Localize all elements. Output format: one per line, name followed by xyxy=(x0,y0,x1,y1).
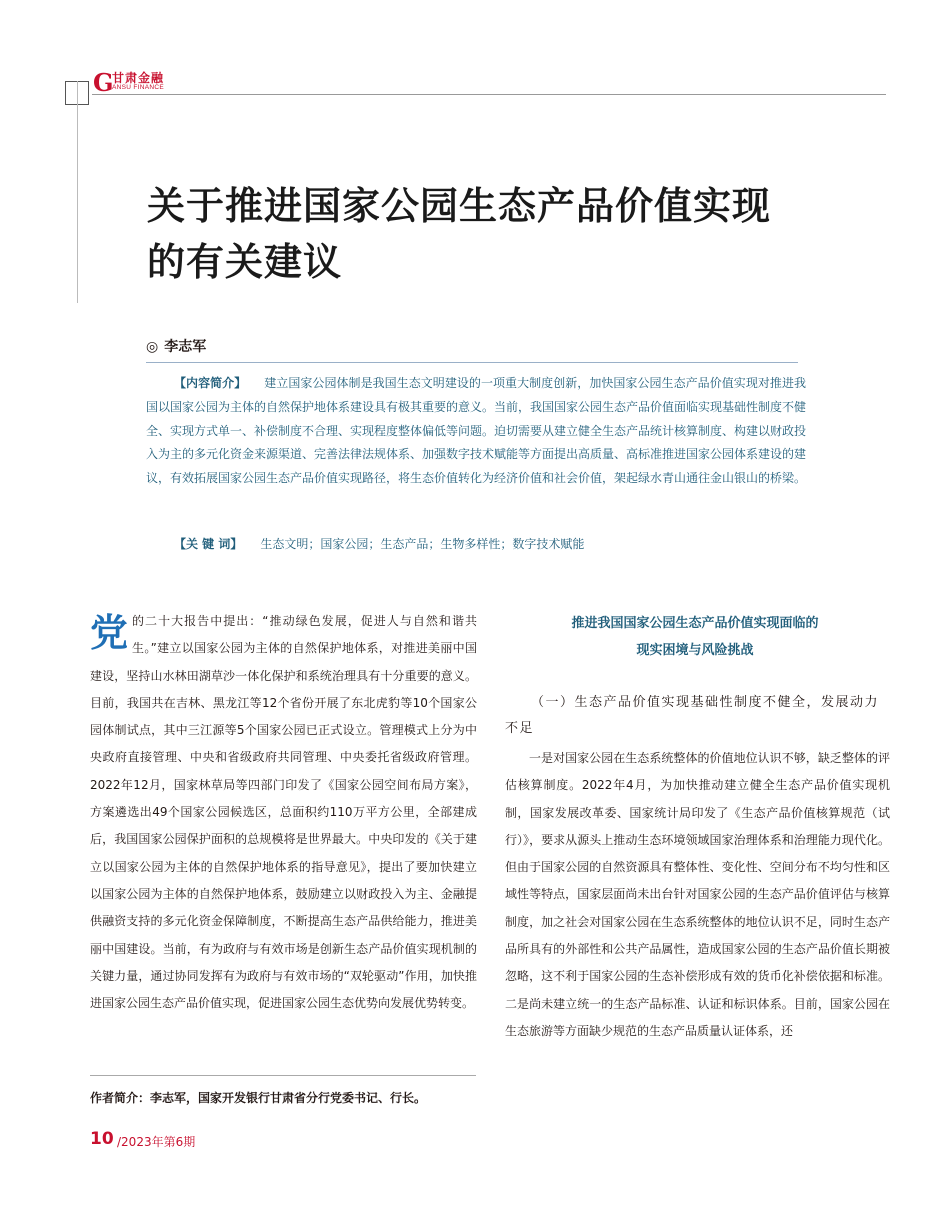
section-heading-line-2: 现实困境与风险挑战 xyxy=(636,643,754,658)
article-title-line-1: 关于推进国家公园生态产品价值实现 xyxy=(147,184,772,228)
margin-rule xyxy=(77,81,78,303)
author-name: 李志军 xyxy=(164,339,207,355)
journal-logo-name: 甘肃金融 xyxy=(112,71,165,85)
left-column-body xyxy=(90,608,477,1017)
keywords-text: 生态文明；国家公园；生态产品；生物多样性；数字技术赋能 xyxy=(260,537,585,551)
article-title-line-2: 的有关建议 xyxy=(147,240,343,284)
section-heading-line-1: 推进我国国家公园生态产品价值实现面临的 xyxy=(571,616,819,631)
author-byline xyxy=(146,336,206,356)
journal-logo-letter: G xyxy=(93,68,114,97)
abstract-label: 【内容简介】 xyxy=(174,376,247,390)
issue-label: /2023年第6期 xyxy=(117,1135,196,1149)
abstract-paragraph xyxy=(146,372,806,491)
keywords-label: 【关 键 词】 xyxy=(174,537,243,551)
abstract-text: 建立国家公园体制是我国生态文明建设的一项重大制度创新，加快国家公园生态产品价值实现对推进我国以国家公园为主体的自然保护地体系建设具有极其重要的意义。当前，我国国家公园生态产品价值面临实现基础性制度不健全、实现方式单一、补偿制度不合理、实现程度整体偏低等问题。迫切需要从建立健全生态产品统计核算制度、构建以财政投入为主的多元化资金来源渠道、完善法律法规体系、加强数字技术赋能等方面提出高质量、高标准推进国家公园体系建设的建议，有效拓展国家公园生态产品价值实现路径，将生态价值转化为经济价值和社会价值，架起绿水青山通往金山银山的桥梁。 xyxy=(146,376,807,486)
author-divider xyxy=(146,362,798,363)
journal-logo-english: ANSU FINANCE xyxy=(112,84,164,91)
article-title xyxy=(147,178,847,290)
subsection-heading: （一）生态产品价值实现基础性制度不健全，发展动力不足 xyxy=(505,695,880,736)
section-heading xyxy=(505,610,885,664)
author-mark-icon: ◎ xyxy=(146,339,159,355)
header-rule xyxy=(92,94,886,95)
page-number: 10 xyxy=(90,1129,114,1149)
keywords-line xyxy=(146,534,806,554)
bio-divider xyxy=(90,1075,476,1076)
author-bio: 作者简介：李志军，国家开发银行甘肃省分行党委书记、行长。 xyxy=(90,1091,427,1105)
drop-cap: 党 xyxy=(90,611,129,655)
left-column-text: 的二十大报告中提出：“推动绿色发展，促进人与自然和谐共生。”建立以国家公园为主体的自然保护地体系，对推进美丽中国建设，坚持山水林田湖草沙一体化保护和系统治理具有十分重要的意义。目前，我国共在吉林、黑龙江等12个省份开展了东北虎豹等10个国家公园体制试点，其中三江源等5个国家公园已正式设立。管理模式上分为中央政府直接管理、中央和省级政府共同管理、中央委托省级政府管理。2022年12月，国家林草局等四部门印发了《国家公园空间布局方案》，方案遴选出49个国家公园候选区，总面积约110万平方公里，全部建成后，我国国家公园保护面积的总规模将是世界最大。中央印发的《关于建立以国家公园为主体的自然保护地体系的指导意见》，提出了要加快建立以国家公园为主体的自然保护地体系，鼓励建立以财政投入为主、金融提供融资支持的多元化资金保障制度，不断提高生态产品供给能力，推进美丽中国建设。当前，有为政府与有效市场是创新生态产品价值实现机制的关键力量，通过协同发挥有为政府与有效市场的“双轮驱动”作用，加快推进国家公园生态产品价值实现，促进国家公园生态优势向发展优势转变。 xyxy=(90,614,477,1011)
right-column-body: 一是对国家公园在生态系统整体的价值地位认识不够，缺乏整体的评估核算制度。2022年4月，为加快推动建立健全生态产品价值实现机制，国家发展改革委、国家统计局印发了《生态产品价值核算规范（试行）》，要求从源头上推动生态环境领域国家治理体系和治理能力现代化。但由于国家公园的自然资源具有整体性、变化性、空间分布不均匀性和区域性等特点，国家层面尚未出台针对国家公园的生态产品价值评估与核算制度，加之社会对国家公园在生态系统整体的地位认识不足，同时生态产品所具有的外部性和公共产品属性，造成国家公园的生态产品价值长期被忽略，这不利于国家公园的生态补偿形成有效的货币化补偿依据和标准。二是尚未建立统一的生态产品标准、认证和标识体系。目前，国家公园在生态旅游等方面缺少规范的生态产品质量认证体系，还 xyxy=(505,751,890,1038)
